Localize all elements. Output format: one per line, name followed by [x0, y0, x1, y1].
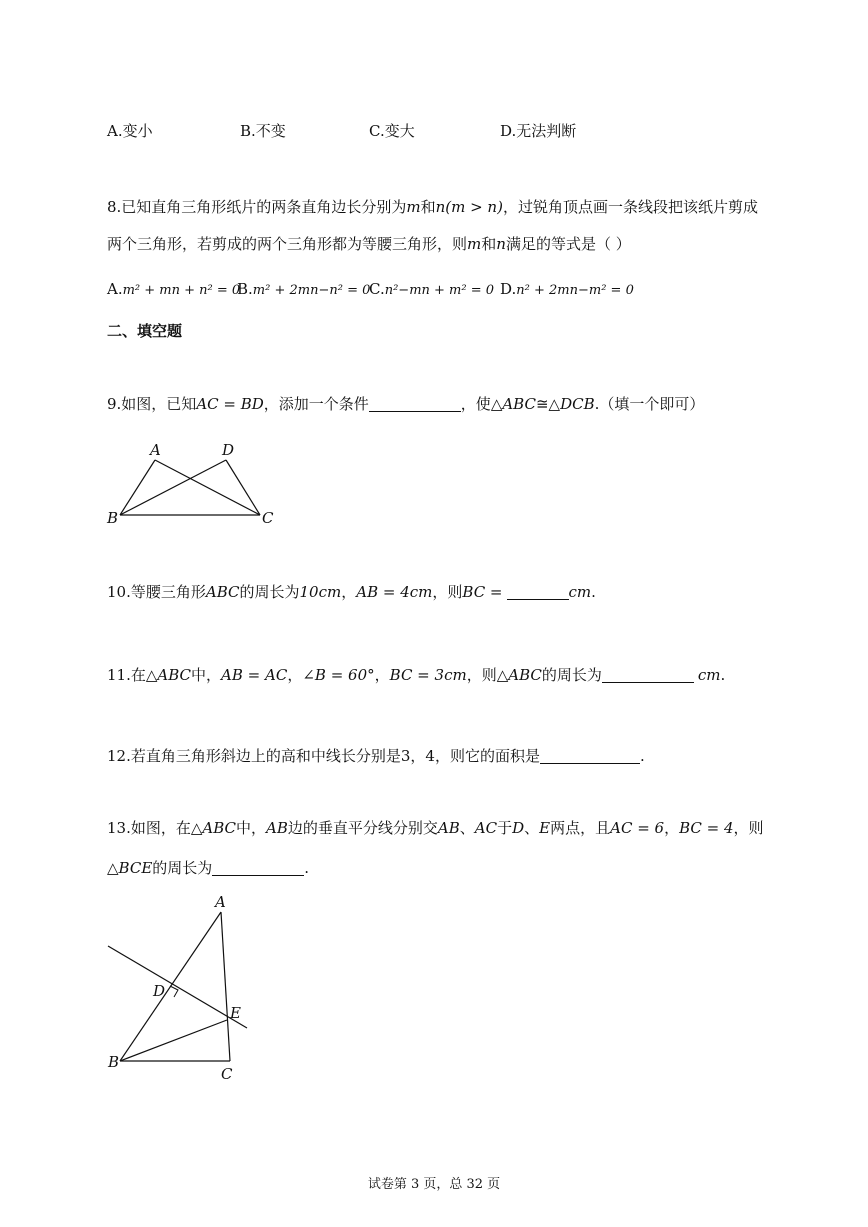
q8-line-2 — [107, 234, 631, 254]
q9-segment-ac — [155, 460, 260, 515]
q10-tri: ABC — [205, 583, 240, 601]
q10-unit: cm — [568, 583, 592, 601]
q8-line-1 — [107, 197, 758, 217]
q10-prefix: 10.等腰三角形 — [107, 583, 206, 601]
q7-option-d: D.无法判断 — [500, 122, 577, 140]
q8-text: 两个三角形，若剪成的两个三角形都为等腰三角形，则 — [107, 235, 468, 253]
q13-line-2 — [107, 858, 309, 878]
q8-option-expr: m² + 2mn−n² = 0 — [252, 283, 371, 298]
q8-option-expr: n²−mn + m² = 0 — [384, 283, 495, 298]
q12-values: 3，4 — [400, 747, 435, 765]
q13-label-d: D — [153, 982, 166, 1000]
q10-answer-blank[interactable] — [507, 583, 569, 600]
q12-suffix: ，则它的面积是 — [434, 747, 540, 765]
q13-then: ，则 — [733, 819, 764, 837]
q8-option-label: D. — [500, 280, 517, 298]
q9-segment-ba — [120, 460, 155, 515]
q11-mid: 中， — [191, 666, 222, 684]
q7-option-c: C.变大 — [369, 122, 415, 140]
q8-var-m: m — [406, 198, 421, 216]
q9-label-a: A — [150, 441, 161, 459]
q13-line-1 — [107, 818, 764, 838]
q13-perpendicular-bisector — [108, 946, 247, 1028]
q13-in: 中， — [236, 819, 267, 837]
q13-yu: 于 — [497, 819, 513, 837]
q8-option-label: B. — [237, 280, 253, 298]
q11-unit: cm — [697, 666, 721, 684]
q13-dun2: 、 — [524, 819, 540, 837]
q11-cond2: ∠B = 60° — [302, 666, 375, 684]
q8-text: 满足的等式是（ ） — [505, 235, 631, 253]
q8-text: 和 — [420, 198, 436, 216]
q10-ab: AB = 4cm — [356, 583, 433, 601]
q10-then: ，则 — [432, 583, 463, 601]
q13-label-c: C — [221, 1065, 233, 1083]
q13-label-e: E — [230, 1004, 241, 1022]
q13-two: 两点，且 — [550, 819, 611, 837]
q10-mid: 的周长为 — [239, 583, 300, 601]
q9-segment-bd — [120, 460, 226, 515]
q8-option-expr: m² + mn + n² = 0 — [122, 283, 241, 298]
q13-cond1: AC = 6 — [610, 819, 665, 837]
q11-tri2: △ABC — [496, 666, 542, 684]
q11-prefix: 11.在 — [107, 666, 146, 684]
q10-sep: ， — [341, 583, 357, 601]
q9-tri2: △DCB — [548, 395, 595, 413]
q13-edge: 边的垂直平分线分别交 — [287, 819, 438, 837]
q9-label-b: B — [107, 509, 119, 527]
q12-prefix: 12.若直角三角形斜边上的高和中线长分别是 — [107, 747, 401, 765]
q9-after: ，使 — [460, 395, 491, 413]
q10-bc: BC = — [462, 583, 503, 601]
q7-option-a: A.变小 — [107, 122, 153, 140]
q11-perim: 的周长为 — [541, 666, 602, 684]
q9-text — [107, 394, 704, 414]
q9-tri1: △ABC — [490, 395, 536, 413]
q13-ab2: AB — [437, 819, 460, 837]
q9-prefix: 9.如图，已知 — [107, 395, 197, 413]
q9-figure — [100, 435, 290, 535]
q12-end: . — [639, 747, 645, 765]
q9-cong: ≅ — [535, 395, 549, 413]
q13-label-a: A — [215, 893, 226, 911]
q7-option-b: B.不变 — [240, 122, 286, 140]
section-heading: 二、填空题 — [107, 322, 183, 340]
q10-end: . — [591, 583, 596, 601]
q13-segment-be — [120, 1020, 227, 1061]
q11-answer-blank[interactable] — [602, 666, 694, 683]
q9-label-c: C — [262, 509, 274, 527]
q13-tri2: △BCE — [107, 859, 153, 877]
q13-prefix: 13.如图，在 — [107, 819, 191, 837]
q13-figure — [100, 890, 260, 1085]
q12-answer-blank[interactable] — [540, 747, 640, 764]
q11-sep2: ， — [374, 666, 390, 684]
q13-ab: AB — [266, 819, 288, 837]
q11-sep1: ， — [287, 666, 303, 684]
q9-suffix: .（填一个即可） — [594, 395, 705, 413]
q13-right-angle-mark — [170, 986, 178, 997]
q13-tri: △ABC — [190, 819, 237, 837]
q12-text — [107, 746, 645, 766]
q11-end: . — [720, 666, 726, 684]
q9-answer-blank[interactable] — [369, 395, 461, 412]
q13-e: E — [539, 819, 551, 837]
q13-d: D — [512, 819, 525, 837]
q8-text: 8.已知直角三角形纸片的两条直角边长分别为 — [107, 198, 407, 216]
q11-cond3: BC = 3cm — [389, 666, 467, 684]
q13-answer-blank[interactable] — [212, 859, 304, 876]
q13-label-b: B — [108, 1053, 120, 1071]
q10-perimeter: 10cm — [299, 583, 342, 601]
q8-option-label: A. — [107, 280, 123, 298]
page-footer: 试卷第 3 页，总 32 页 — [367, 1177, 501, 1192]
q10-text — [107, 582, 596, 602]
q8-var-m: m — [467, 235, 482, 253]
q9-mid: ，添加一个条件 — [263, 395, 369, 413]
q13-sep: ， — [664, 819, 680, 837]
q13-dun: 、 — [459, 819, 475, 837]
q8-text: ，过锐角顶点画一条线段把该纸片剪成 — [502, 198, 758, 216]
q11-then: ，则 — [466, 666, 497, 684]
q13-cond2: BC = 4 — [679, 819, 734, 837]
q8-option-a — [107, 279, 240, 301]
q8-option-d — [500, 279, 634, 301]
q8-option-b — [237, 279, 370, 301]
q13-perim: 的周长为 — [152, 859, 213, 877]
q11-text — [107, 665, 725, 685]
q8-var-n: n — [496, 235, 506, 253]
q13-ac: AC — [474, 819, 498, 837]
q8-condition: (m > n) — [445, 198, 503, 216]
q13-end: . — [304, 859, 310, 877]
q8-option-label: C. — [369, 280, 385, 298]
q8-var-n: n — [435, 198, 446, 216]
q13-segment-ac — [221, 912, 230, 1061]
q11-cond1: AB = AC — [221, 666, 288, 684]
q8-text: 和 — [481, 235, 497, 253]
q8-option-c — [369, 279, 494, 301]
q11-tri: △ABC — [145, 666, 192, 684]
q9-given: AC = BD — [196, 395, 264, 413]
q8-option-expr: n² + 2mn−m² = 0 — [516, 283, 634, 298]
q9-label-d: D — [222, 441, 235, 459]
